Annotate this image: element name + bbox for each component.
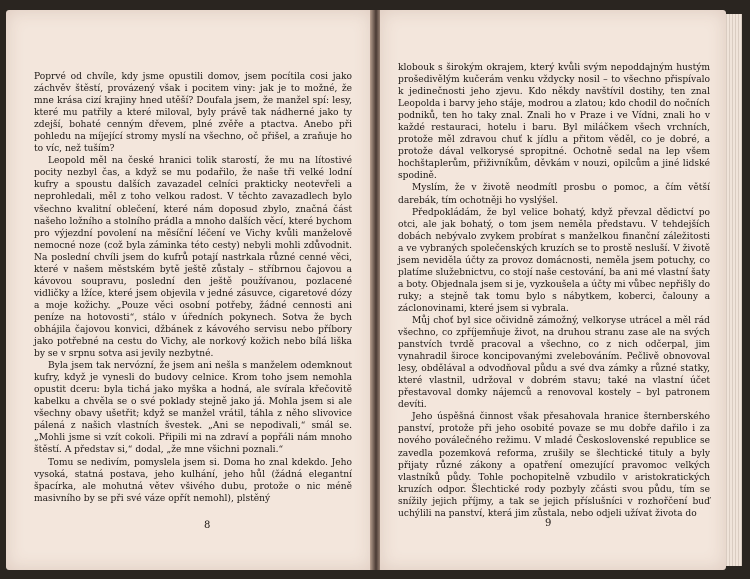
paragraph: Předpokládám, že byl velice bohatý, když převzal dědictví po otci, ale jak bohatý, o tom jsem neměla představu. V tehdejších dobách nebývalo zvykem probírat s manželkou finanční záležitosti a ve vybraných společenských kruzích se to prostě nesluší. V životě jsem neviděla účty za provoz domácnosti, neměla jsem potuchy, co platíme služebnictvu, co stojí naše cestování, ba ani mé vlastní šaty a boty. Objednala jsem si je, vyzkoušela a účty mi vůbec nepřišly do ruky; a stejně tak tomu bylo s nábytkem, koberci, čalouny a záclonovinami, které jsem si vybrala. xyxy=(398,207,710,314)
page-number-right: 9 xyxy=(545,518,552,529)
page-number-left: 8 xyxy=(204,520,211,531)
paragraph: Tomu se nedivím, pomyslela jsem si. Doma ho znal kdekdo. Jeho vysoká, statná postava, jeho kulhání, jeho hůl (žádná elegantní špacírka, ale mohutná větev všivého dubu, protože o nic méně masivního by se při své váze opřít nemohl), plstěný xyxy=(34,457,352,504)
paragraph: klobouk s širokým okrajem, který kvůli svým nepoddajným hustým prošedivělým kučerám venku vždycky nosil – to všechno přispívalo k jedinečnosti jeho zjevu. Kdo někdy navštívil dostihy, ten znal Leopolda i barvy jeho stáje, modrou a zlatou; kdo chodil do nočních podniků, ten ho taky znal. Znali ho v Praze i ve Vídni, znali ho v každé restauraci, hotelu i baru. Byl miláčkem všech vrchních, protože měl zdravou chuť k jídlu a přitom věděl, co je dobré, a protože dával velkorysé spropitné. Ochotně sedal na lep všem hochštaplerům, přiživníkům, děvkám v nouzi, opilcům a jiné lidské spodině. xyxy=(398,63,710,182)
paragraph: Poprvé od chvíle, kdy jsme opustili domov, jsem pocítila cosi jako záchvěv štěstí, provázený však i pocitem viny: jak je to možné, že mne krása cizí krajiny hned utěší? Doufala jsem, že manžel spí: lesy, které mu patřily a které miloval, byly právě tak nádherné jako ty zdejší, bohaté cenným dřevem, plné zvěře a ptactva. Anebo při pohledu na míjející stromy myslí na všechno, oč přišel, a zraňuje ho to víc, než tuším? xyxy=(34,72,352,155)
paragraph: Myslím, že v životě neodmítl prosbu o pomoc, a čím větší darebák, tím ochotněji ho vyslýšel. xyxy=(398,183,710,206)
left-page-text xyxy=(34,71,352,505)
paragraph: Jeho úspěšná činnost však přesahovala hranice šternberského panství, protože při jeho osobité povaze se mu dobře dařilo i za nového poválečného režimu. V mladé Československé republice se zavedla pozemková reforma, zrušily se šlechtické tituly a byly přijaty různé zákony a opatření omezující pravomoc velkých vlastníků půdy. Tohle pochopitelně vzbudilo v aristokratických kruzích odpor. Šlechtické rody pozbyly zčásti svou půdu, tím se snížily jejich příjmy, a tak se jejich příslušníci v rozhořčení buď uchýlili na panství, která jim zůstala, nebo odjeli užívat života do xyxy=(398,412,710,519)
right-page xyxy=(380,10,726,570)
page-edges xyxy=(726,14,742,566)
left-page xyxy=(6,10,372,570)
right-page-text xyxy=(398,62,710,520)
paragraph: Můj choť byl sice očividně zámožný, velkoryse utrácel a měl rád všechno, co zpříjemňuje život, na druhou stranu zase ale na svých panstvích tvrdě pracoval a všechno, co z nich odčerpal, jim vynahradil široce koncipovanými zvelebováním. Pečlivě obnovoval lesy, obdělával a odvodňoval půdu a své dva zámky a různé statky, které vlastnil, udržoval v dobrém stavu; také na vlastní účet přestavoval domky nájemců a renovoval kostely – byl patronem devíti. xyxy=(398,315,710,411)
paragraph: Leopold měl na české hranici tolik starostí, že mu na lítostivé pocity nezbyl čas, a když se mu podařilo, že naše tři velké lodní kufry a spoustu dalších zavazadel celníci prakticky neotevřeli a neprohledali, měl z toho velkou radost. V těchto zavazadlech bylo všechno kvalitní oblečení, které nám doposud zbylo, značná část našeho ložního a stolního prádla a mnoho dalších věcí, které bychom pro výjezdní povolení na měsíční léčení ve Vichy kvůli manželově nemocné noze (což byla záminka této cesty) nebyli mohli zdůvodnit. Na poslední chvíli jsem do kufrů potají nastrkala různé cenné věci, které v našem městském bytě ještě zůstaly – stříbrnou čajovou a kávovou soupravu, poslední den ještě používanou, pozlacené vidličky a lžíce, které jsem objevila v jedné zásuvce, cigaretové dózy a moje kožichy. „Pouze věci osobní potřeby, žádné cennosti ani peníze na hotovosti“, stálo v úředních pokynech. Sotva že bych obhájila čajovou konvici, džbánek z kávového servisu nebo příbory jako potřebné na cestu do Vichy, ale norkový kožich nebo bílá liška by se v srpnu sotva asi jevily nezbytné. xyxy=(34,156,352,360)
paragraph: Byla jsem tak nervózní, že jsem ani nešla s manželem odemknout kufry, když je vynesli do budovy celnice. Krom toho jsem nemohla opustit dceru: byla tichá jako myška a hodná, ale svírala křečovitě kabelku a chvěla se o své poklady stejně jako já. Mohla jsem si ale všechny obavy ušetřit; když se manžel vrátil, táhla z něho slivovice pálená z našich vlastních švestek. „Ani se nepodivali,“ smál se. „Mohli jsme si vzít cokoli. Připili mi na zdraví a popřáli nám mnoho štěstí. A představ si,“ dodal, „že mne všichni poznali.“ xyxy=(34,361,352,456)
